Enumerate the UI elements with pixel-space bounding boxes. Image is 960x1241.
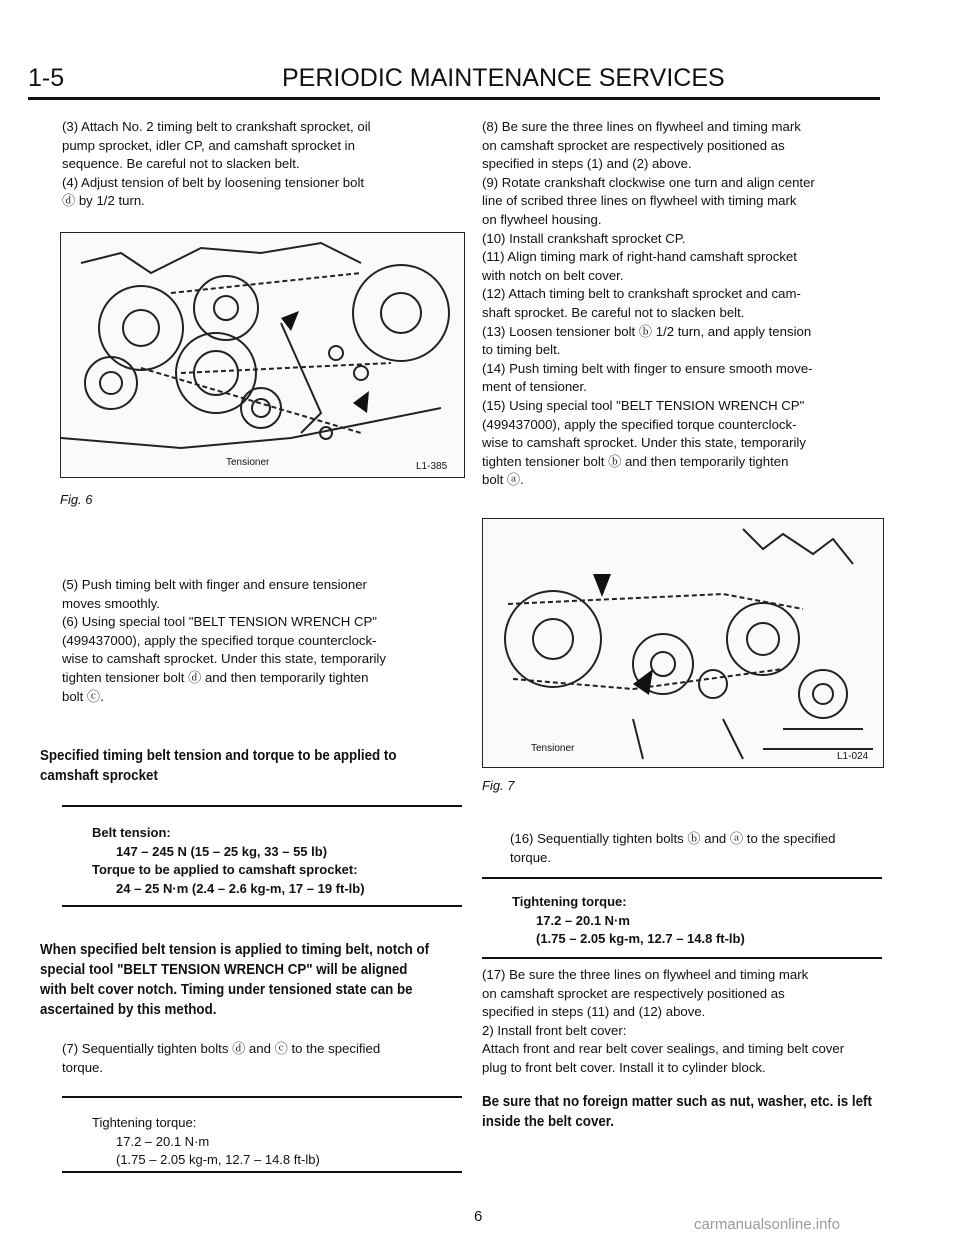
note-wrench-alignment: [40, 940, 436, 1020]
spec-label: Tightening torque:: [512, 894, 627, 909]
text-line: shaft sprocket. Be careful not to slacken belt.: [482, 304, 745, 320]
spec-label: Tightening torque:: [92, 1115, 197, 1130]
text-line: moves smoothly.: [62, 595, 160, 611]
spec-rule-top: [62, 805, 462, 807]
spec-label: Belt tension:: [92, 825, 171, 840]
spec-rule-top: [62, 1096, 462, 1098]
text-line: (7) Sequentially tighten bolts ⓓ and ⓒ to the specified: [62, 1041, 381, 1056]
figure-7-belt-diagram: [482, 518, 884, 768]
text-line: (6) Using special tool "BELT TENSION WRENCH CP": [62, 614, 377, 630]
text-line: to timing belt.: [482, 342, 561, 358]
text-line: (16) Sequentially tighten bolts ⓑ and ⓐ to the specified: [510, 831, 836, 846]
header-rule: [28, 97, 880, 100]
text-line: ascertained by this method.: [40, 1002, 217, 1018]
text-line: special tool "BELT TENSION WRENCH CP" will be aligned: [40, 962, 408, 978]
text-line: Attach front and rear belt cover sealings, and timing belt cover: [482, 1041, 845, 1057]
text-line: ment of tensioner.: [482, 379, 587, 395]
text-line: (5) Push timing belt with finger and ensure tensioner: [62, 577, 367, 592]
text-line: ⓓ by 1/2 turn.: [62, 193, 145, 209]
text-line: torque.: [510, 849, 552, 865]
text-line: on flywheel housing.: [482, 211, 602, 227]
page-title: PERIODIC MAINTENANCE SERVICES: [282, 64, 725, 92]
spec-rule-top: [482, 877, 882, 879]
text-line: torque.: [62, 1059, 104, 1075]
spec-value: 24 – 25 N·m (2.4 – 2.6 kg-m, 17 – 19 ft-lb): [116, 880, 365, 896]
spec-rule-bottom: [62, 905, 462, 907]
text-line: specified in steps (1) and (2) above.: [482, 156, 692, 172]
text-line: (4) Adjust tension of belt by loosening tensioner bolt: [62, 174, 365, 190]
text-line: (9) Rotate crankshaft clockwise one turn and align center: [482, 174, 815, 190]
left-step-7: [62, 1040, 462, 1077]
note-foreign-matter: [482, 1092, 878, 1132]
text-line: inside the belt cover.: [482, 1114, 614, 1130]
text-line: specified in steps (11) and (12) above.: [482, 1004, 706, 1020]
text-line: (499437000), apply the specified torque counterclock-: [62, 632, 377, 648]
engine-belt-illustration: [61, 233, 464, 477]
spec-value: (1.75 – 2.05 kg-m, 12.7 – 14.8 ft-lb): [116, 1152, 320, 1167]
text-line: wise to camshaft sprocket. Under this state, temporarily: [482, 435, 806, 451]
right-steps-8-15: [482, 118, 882, 490]
text-line: (15) Using special tool "BELT TENSION WRENCH CP": [482, 397, 805, 413]
text-line: camshaft sprocket: [40, 768, 158, 784]
text-line: plug to front belt cover. Install it to cylinder block.: [482, 1059, 766, 1075]
figure-6-belt-diagram: [60, 232, 465, 478]
spec-label: Torque to be applied to camshaft sprocket:: [92, 862, 358, 877]
text-line: (17) Be sure the three lines on flywheel and timing mark: [482, 967, 809, 982]
spec-value: (1.75 – 2.05 kg-m, 12.7 – 14.8 ft-lb): [536, 931, 745, 946]
text-line: on camshaft sprocket are respectively positioned as: [482, 137, 785, 153]
spec-tightening-torque-left: [92, 1114, 320, 1170]
section-number: 1-5: [28, 64, 65, 92]
text-line: with notch on belt cover.: [482, 267, 624, 283]
spec-value: 17.2 – 20.1 N·m: [536, 912, 630, 928]
text-line: on camshaft sprocket are respectively positioned as: [482, 985, 785, 1001]
text-line: (10) Install crankshaft sprocket CP.: [482, 230, 686, 246]
text-line: (499437000), apply the specified torque counterclock-: [482, 416, 797, 432]
figure-6-label: Tensioner: [226, 457, 270, 468]
figure-7-label: Tensioner: [531, 743, 575, 754]
text-line: wise to camshaft sprocket. Under this state, temporarily: [62, 651, 386, 667]
text-line: tighten tensioner bolt ⓑ and then temporarily tighten: [482, 453, 789, 469]
text-line: (14) Push timing belt with finger to ensure smooth move-: [482, 360, 813, 376]
spec-belt-tension: [92, 824, 365, 898]
figure-6-id: L1-385: [416, 461, 448, 472]
page-number: 6: [474, 1208, 483, 1225]
figure-6-caption: Fig. 6: [60, 492, 93, 507]
spec-value: 17.2 – 20.1 N·m: [116, 1133, 210, 1149]
text-line: (3) Attach No. 2 timing belt to crankshaft sprocket, oil: [62, 119, 371, 134]
left-steps-3-4: [62, 118, 462, 211]
text-line: When specified belt tension is applied to timing belt, notch of: [40, 942, 430, 958]
right-step-17-and-cover: [482, 966, 882, 1078]
spec-tightening-torque-right: [512, 893, 745, 949]
text-line: tighten tensioner bolt ⓓ and then temporarily tighten: [62, 669, 369, 685]
text-line: Be sure that no foreign matter such as nut, washer, etc. is left: [482, 1094, 872, 1110]
text-line: 2) Install front belt cover:: [482, 1022, 627, 1038]
text-line: with belt cover notch. Timing under tensioned state can be: [40, 982, 413, 998]
spec-value: 147 – 245 N (15 – 25 kg, 33 – 55 lb): [116, 843, 328, 859]
text-line: pump sprocket, idler CP, and camshaft sprocket in: [62, 137, 355, 153]
text-line: (8) Be sure the three lines on flywheel and timing mark: [482, 119, 801, 134]
engine-belt-illustration: [483, 519, 883, 767]
text-line: (13) Loosen tensioner bolt ⓑ 1/2 turn, and apply tension: [482, 323, 812, 339]
text-line: (12) Attach timing belt to crankshaft sprocket and cam-: [482, 286, 801, 302]
text-line: sequence. Be careful not to slacken belt.: [62, 156, 300, 172]
figure-7-caption: Fig. 7: [482, 778, 515, 793]
spec-rule-bottom: [482, 957, 882, 959]
right-step-16: [510, 830, 882, 867]
text-line: bolt ⓐ.: [482, 472, 524, 488]
figure-7-id: L1-024: [837, 751, 869, 762]
note-belt-tension-heading: [40, 746, 436, 786]
text-line: (11) Align timing mark of right-hand camshaft sprocket: [482, 249, 797, 265]
spec-rule-bottom: [62, 1171, 462, 1173]
left-steps-5-6: [62, 576, 462, 706]
watermark-link[interactable]: carmanualsonline.info: [694, 1216, 840, 1233]
text-line: Specified timing belt tension and torque to be applied to: [40, 748, 397, 764]
text-line: line of scribed three lines on flywheel with timing mark: [482, 193, 797, 209]
text-line: bolt ⓒ.: [62, 688, 104, 704]
